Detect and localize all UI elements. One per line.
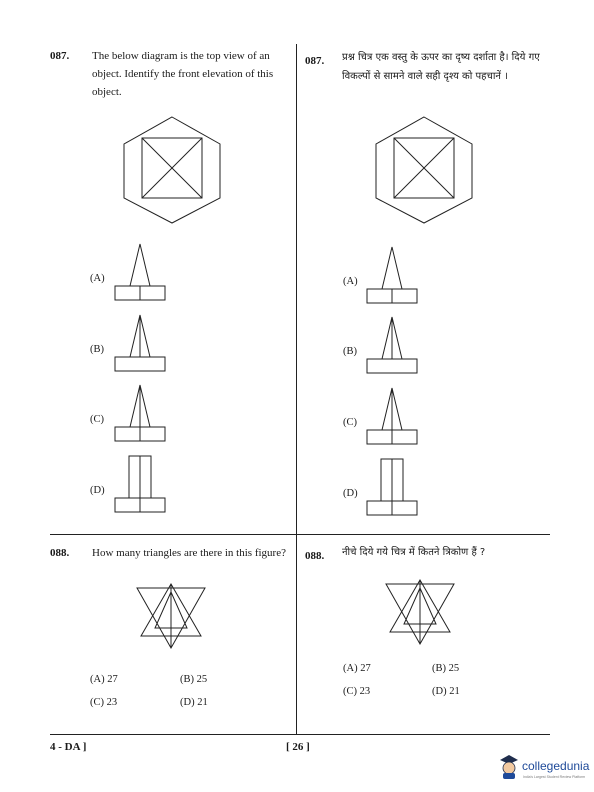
q87-option-b-figure-hi[interactable] (364, 315, 420, 375)
q87-option-a-figure-hi[interactable] (364, 245, 420, 305)
q87-text-en: The below diagram is the top view of an object. Identify the front elevation of this object. (92, 50, 274, 98)
q87-top-view-figure-hi (374, 115, 474, 225)
q88-number-en: 088. (50, 547, 70, 559)
q87-option-d-label-en[interactable]: (D) (90, 485, 105, 496)
q87-option-b-label-hi[interactable]: (B) (343, 346, 357, 357)
q88-option-b-en[interactable]: (B) 25 (180, 674, 208, 685)
q88-option-b-hi[interactable]: (B) 25 (432, 663, 460, 674)
q88-option-a-hi[interactable]: (A) 27 (343, 663, 371, 674)
q88-text-hi: नीचे दिये गये चित्र में कितने त्रिकोण हैं ? (342, 547, 486, 558)
q88-option-c-en[interactable]: (C) 23 (90, 697, 118, 708)
collegedunia-watermark (498, 752, 592, 786)
q87-option-d-figure-hi[interactable] (364, 457, 420, 517)
q88-option-d-en[interactable]: (D) 21 (180, 697, 208, 708)
q87-option-c-label-en[interactable]: (C) (90, 414, 104, 425)
q87-option-a-label-en[interactable]: (A) (90, 273, 105, 284)
q87-number-en: 087. (50, 50, 70, 62)
graduate-mascot-icon (498, 754, 520, 780)
q87-option-d-label-hi[interactable]: (D) (343, 488, 358, 499)
q87-text-hi: प्रश्न चित्र एक वस्तु के ऊपर का दृष्य दर्शाता है। दिये गए विकल्पों से सामने वाले सही दृश्य को पहचानें । (342, 52, 540, 82)
q87-option-a-label-hi[interactable]: (A) (343, 276, 358, 287)
watermark-brand-name: collegedunia (522, 759, 590, 773)
q87-option-c-figure-en[interactable] (112, 383, 168, 443)
q87-option-a-figure-en[interactable] (112, 242, 168, 302)
q88-option-c-hi[interactable]: (C) 23 (343, 686, 371, 697)
q87-number-hi: 087. (305, 55, 325, 67)
q87-top-view-figure-en (122, 115, 222, 225)
q88-option-a-en[interactable]: (A) 27 (90, 674, 118, 685)
q87-option-c-figure-hi[interactable] (364, 386, 420, 446)
q87-option-b-label-en[interactable]: (B) (90, 344, 104, 355)
watermark-tagline: India's Largest Student Review Platform (523, 775, 586, 779)
q88-option-d-hi[interactable]: (D) 21 (432, 686, 460, 697)
footer-booklet-code: 4 - DA ] (50, 741, 87, 753)
q87-option-d-figure-en[interactable] (112, 454, 168, 514)
footer-rule (50, 734, 550, 735)
column-divider (296, 44, 297, 734)
footer-page-number: [ 26 ] (286, 741, 310, 753)
q88-star-figure-hi (382, 578, 458, 648)
question-divider (50, 534, 550, 535)
q88-star-figure-en (133, 582, 209, 652)
q88-text-en: How many triangles are there in this figure? (92, 547, 286, 559)
q87-option-c-label-hi[interactable]: (C) (343, 417, 357, 428)
q88-number-hi: 088. (305, 550, 325, 562)
q87-option-b-figure-en[interactable] (112, 313, 168, 373)
